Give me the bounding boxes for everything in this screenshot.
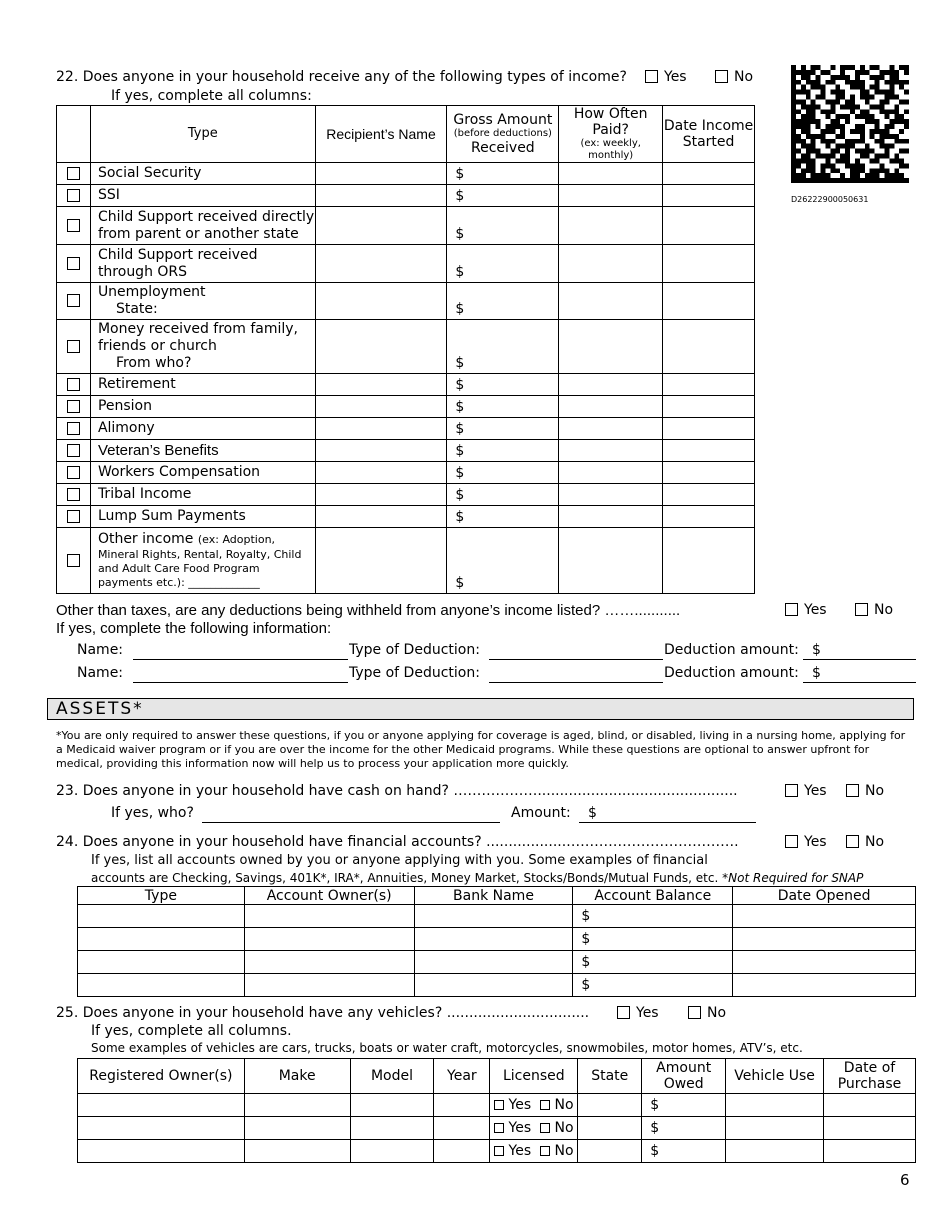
- date-cell[interactable]: [663, 374, 755, 396]
- income-row-unemployment: Unemployment State: $: [57, 283, 755, 320]
- vehicles-table: [77, 1058, 916, 1163]
- deduction-name-field-1[interactable]: [133, 659, 348, 660]
- date-cell[interactable]: [663, 418, 755, 440]
- q24-no-option[interactable]: No: [846, 834, 884, 850]
- q25-yes-checkbox[interactable]: [617, 1006, 630, 1019]
- accounts-header-bank: Bank Name: [414, 887, 573, 905]
- recipient-cell[interactable]: [315, 528, 447, 594]
- deduction-name-label-1: Name:: [77, 642, 124, 658]
- deductions-question: Other than taxes, are any deductions being withheld from anyone’s income listed? ……...........: [56, 602, 681, 619]
- header-checkbox-col: [57, 106, 91, 163]
- row-checkbox[interactable]: [67, 219, 80, 232]
- date-cell[interactable]: [663, 320, 755, 374]
- income-row-ssi: SSI $: [57, 185, 755, 207]
- income-row-tribal: Tribal Income $: [57, 484, 755, 506]
- licensed-cell: Yes No: [490, 1094, 578, 1117]
- table-row: $: [78, 951, 916, 974]
- date-cell[interactable]: [663, 185, 755, 207]
- deduction-type-field-1[interactable]: [489, 659, 663, 660]
- licensed-yes-checkbox[interactable]: [494, 1123, 504, 1133]
- recipient-cell[interactable]: [315, 207, 447, 245]
- licensed-yes-checkbox[interactable]: [494, 1146, 504, 1156]
- q23-amount-field[interactable]: [579, 822, 756, 823]
- recipient-cell[interactable]: [315, 418, 447, 440]
- barcode-id: D26222900050631: [791, 195, 869, 204]
- licensed-cell: Yes No: [490, 1140, 578, 1163]
- q22-yes-option[interactable]: Yes: [645, 69, 687, 85]
- recipient-cell[interactable]: [315, 462, 447, 484]
- q25-yes-option[interactable]: Yes: [617, 1005, 659, 1021]
- income-row-workers-comp: Workers Compensation $: [57, 462, 755, 484]
- recipient-cell[interactable]: [315, 163, 447, 185]
- accounts-table: [77, 886, 916, 997]
- vehicles-header-amount-owed: Amount Owed: [642, 1059, 726, 1094]
- recipient-cell[interactable]: [315, 396, 447, 418]
- licensed-no-checkbox[interactable]: [540, 1100, 550, 1110]
- recipient-cell[interactable]: [315, 320, 447, 374]
- q23-no-checkbox[interactable]: [846, 784, 859, 797]
- deduction-name-label-2: Name:: [77, 665, 124, 681]
- q25-question: 25. Does anyone in your household have any vehicles? ................................: [56, 1005, 590, 1021]
- recipient-cell[interactable]: [315, 374, 447, 396]
- row-checkbox[interactable]: [67, 340, 80, 353]
- vehicles-header-year: Year: [434, 1059, 490, 1094]
- q24-not-required: *Not Required for SNAP: [722, 871, 864, 885]
- deductions-yes-option[interactable]: Yes: [785, 602, 827, 618]
- q24-examples-line: [91, 871, 863, 885]
- income-row-alimony: Alimony $: [57, 418, 755, 440]
- q23-who-field[interactable]: [202, 822, 500, 823]
- deduction-dollar-1: $: [812, 642, 821, 658]
- table-row: Yes No $: [78, 1117, 916, 1140]
- row-checkbox[interactable]: [67, 466, 80, 479]
- table-row: $: [78, 974, 916, 997]
- table-row: Yes No $: [78, 1140, 916, 1163]
- deduction-dollar-2: $: [812, 665, 821, 681]
- q22-instruction: If yes, complete all columns:: [111, 88, 312, 104]
- deductions-no-option[interactable]: No: [855, 602, 893, 618]
- date-cell[interactable]: [663, 484, 755, 506]
- q22-question: 22. Does anyone in your household receive any of the following types of income?: [56, 69, 627, 85]
- vehicles-header-owner: Registered Owner(s): [78, 1059, 245, 1094]
- table-row: $: [78, 928, 916, 951]
- vehicles-header-date-purchase: Date of Purchase: [824, 1059, 916, 1094]
- income-row-pension: Pension $: [57, 396, 755, 418]
- accounts-header-balance: Account Balance: [573, 887, 733, 905]
- header-gross: Gross Amount (before deductions) Received: [447, 106, 559, 163]
- how-often-cell[interactable]: [559, 374, 663, 396]
- date-cell[interactable]: [663, 506, 755, 528]
- income-table: [56, 105, 755, 594]
- income-row-retirement: Retirement $: [57, 374, 755, 396]
- q24-instruction: If yes, list all accounts owned by you or anyone applying with you. Some examples of financial: [91, 853, 708, 868]
- income-row-veterans: Veteran’s Benefits $: [57, 440, 755, 462]
- q22-no-option[interactable]: No: [715, 69, 753, 85]
- q25-examples: Some examples of vehicles are cars, trucks, boats or water craft, motorcycles, snowmobiles, motor homes, ATV’s, etc.: [91, 1041, 803, 1055]
- how-often-cell[interactable]: [559, 484, 663, 506]
- q24-yes-checkbox[interactable]: [785, 835, 798, 848]
- header-how-often: How Often Paid? (ex: weekly, monthly): [559, 106, 663, 163]
- row-checkbox[interactable]: [67, 189, 80, 202]
- income-row-other: Other income (ex: Adoption, Mineral Rights, Rental, Royalty, Child and Adult Care Food Program payments etc.): _____________ $: [57, 528, 755, 594]
- vehicles-header-model: Model: [350, 1059, 434, 1094]
- datamatrix-barcode: [791, 65, 909, 183]
- accounts-header-date: Date Opened: [733, 887, 916, 905]
- licensed-yes-checkbox[interactable]: [494, 1100, 504, 1110]
- vehicles-header-state: State: [578, 1059, 642, 1094]
- recipient-cell[interactable]: [315, 245, 447, 283]
- row-checkbox[interactable]: [67, 554, 80, 567]
- date-cell[interactable]: [663, 440, 755, 462]
- how-often-cell[interactable]: [559, 320, 663, 374]
- row-checkbox[interactable]: [67, 422, 80, 435]
- date-cell[interactable]: [663, 283, 755, 320]
- q24-question: 24. Does anyone in your household have financial accounts? ..................……………………………….: [56, 834, 739, 850]
- q25-instruction: If yes, complete all columns.: [91, 1023, 292, 1039]
- q23-yes-option[interactable]: Yes: [785, 783, 827, 799]
- deduction-amount-label-1: Deduction amount:: [664, 642, 799, 658]
- row-checkbox[interactable]: [67, 167, 80, 180]
- q23-dollar: $: [588, 805, 597, 821]
- assets-heading: ASSETS*: [47, 698, 914, 720]
- q24-examples: accounts are Checking, Savings, 401K*, IRA*, Annuities, Money Market, Stocks/Bonds/Mutual Funds, etc.: [91, 871, 719, 885]
- recipient-cell[interactable]: [315, 506, 447, 528]
- q24-no-checkbox[interactable]: [846, 835, 859, 848]
- how-often-cell[interactable]: [559, 528, 663, 594]
- row-checkbox[interactable]: [67, 257, 80, 270]
- how-often-cell[interactable]: [559, 418, 663, 440]
- row-checkbox[interactable]: [67, 444, 80, 457]
- how-often-cell[interactable]: [559, 462, 663, 484]
- deductions-instruction: If yes, complete the following information:: [56, 620, 332, 637]
- date-cell[interactable]: [663, 207, 755, 245]
- q25-no-checkbox[interactable]: [688, 1006, 701, 1019]
- deduction-type-label-2: Type of Deduction:: [349, 665, 480, 681]
- how-often-cell[interactable]: [559, 185, 663, 207]
- table-row: Yes No $: [78, 1094, 916, 1117]
- licensed-no-checkbox[interactable]: [540, 1123, 550, 1133]
- assets-note: *You are only required to answer these questions, if you or anyone applying for coverage is aged, blind, or disabled, living in a nursing home, applying for a Medicaid waiver program or if you are over the income for the other Medicaid programs. While these questions are optional to answer upfront for medical, providing this information now will help us to process your application more quickly.: [56, 729, 906, 770]
- q23-yes-checkbox[interactable]: [785, 784, 798, 797]
- recipient-cell[interactable]: [315, 185, 447, 207]
- income-row-family-church: Money received from family, friends or church From who? $: [57, 320, 755, 374]
- vehicles-header-make: Make: [244, 1059, 350, 1094]
- how-often-cell[interactable]: [559, 207, 663, 245]
- how-often-cell[interactable]: [559, 440, 663, 462]
- how-often-cell[interactable]: [559, 506, 663, 528]
- how-often-cell[interactable]: [559, 396, 663, 418]
- income-header-row: [57, 106, 755, 163]
- page-number: 6: [900, 1171, 910, 1189]
- q23-amount-label: Amount:: [511, 805, 571, 821]
- accounts-header-type: Type: [78, 887, 245, 905]
- accounts-header-owner: Account Owner(s): [244, 887, 414, 905]
- licensed-no-checkbox[interactable]: [540, 1146, 550, 1156]
- header-recipient: Recipient’s Name: [315, 106, 447, 163]
- vehicles-header-use: Vehicle Use: [726, 1059, 824, 1094]
- accounts-header-row: [78, 887, 916, 905]
- vehicles-header-licensed: Licensed: [490, 1059, 578, 1094]
- date-cell[interactable]: [663, 396, 755, 418]
- deduction-type-label-1: Type of Deduction:: [349, 642, 480, 658]
- how-often-cell[interactable]: [559, 245, 663, 283]
- header-date-started: Date Income Started: [663, 106, 755, 163]
- q24-yes-option[interactable]: Yes: [785, 834, 827, 850]
- recipient-cell[interactable]: [315, 440, 447, 462]
- income-row-child-support-direct: Child Support received directly from parent or another state $: [57, 207, 755, 245]
- date-cell[interactable]: [663, 163, 755, 185]
- recipient-cell[interactable]: [315, 283, 447, 320]
- deduction-amount-field-2[interactable]: [803, 682, 916, 683]
- how-often-cell[interactable]: [559, 283, 663, 320]
- deduction-type-field-2[interactable]: [489, 682, 663, 683]
- q25-no-option[interactable]: No: [688, 1005, 726, 1021]
- row-checkbox[interactable]: [67, 488, 80, 501]
- q23-who-label: If yes, who?: [111, 805, 194, 821]
- deduction-name-field-2[interactable]: [133, 682, 348, 683]
- vehicles-header-row: [78, 1059, 916, 1094]
- income-row-child-support-ors: Child Support received through ORS $: [57, 245, 755, 283]
- licensed-cell: Yes No: [490, 1117, 578, 1140]
- deductions-no-checkbox[interactable]: [855, 603, 868, 616]
- how-often-cell[interactable]: [559, 163, 663, 185]
- date-cell[interactable]: [663, 245, 755, 283]
- income-row-lump-sum: Lump Sum Payments $: [57, 506, 755, 528]
- header-type: Type: [90, 106, 315, 163]
- table-row: $: [78, 905, 916, 928]
- date-cell[interactable]: [663, 462, 755, 484]
- date-cell[interactable]: [663, 528, 755, 594]
- deduction-amount-field-1[interactable]: [803, 659, 916, 660]
- q22-yes-checkbox[interactable]: [645, 70, 658, 83]
- q23-question: 23. Does anyone in your household have cash on hand? ……………….............................................: [56, 783, 738, 799]
- deductions-yes-checkbox[interactable]: [785, 603, 798, 616]
- recipient-cell[interactable]: [315, 484, 447, 506]
- income-row-social-security: Social Security $: [57, 163, 755, 185]
- row-checkbox[interactable]: [67, 378, 80, 391]
- row-checkbox[interactable]: [67, 510, 80, 523]
- row-checkbox[interactable]: [67, 294, 80, 307]
- q22-no-checkbox[interactable]: [715, 70, 728, 83]
- row-checkbox[interactable]: [67, 400, 80, 413]
- q23-no-option[interactable]: No: [846, 783, 884, 799]
- deduction-amount-label-2: Deduction amount:: [664, 665, 799, 681]
